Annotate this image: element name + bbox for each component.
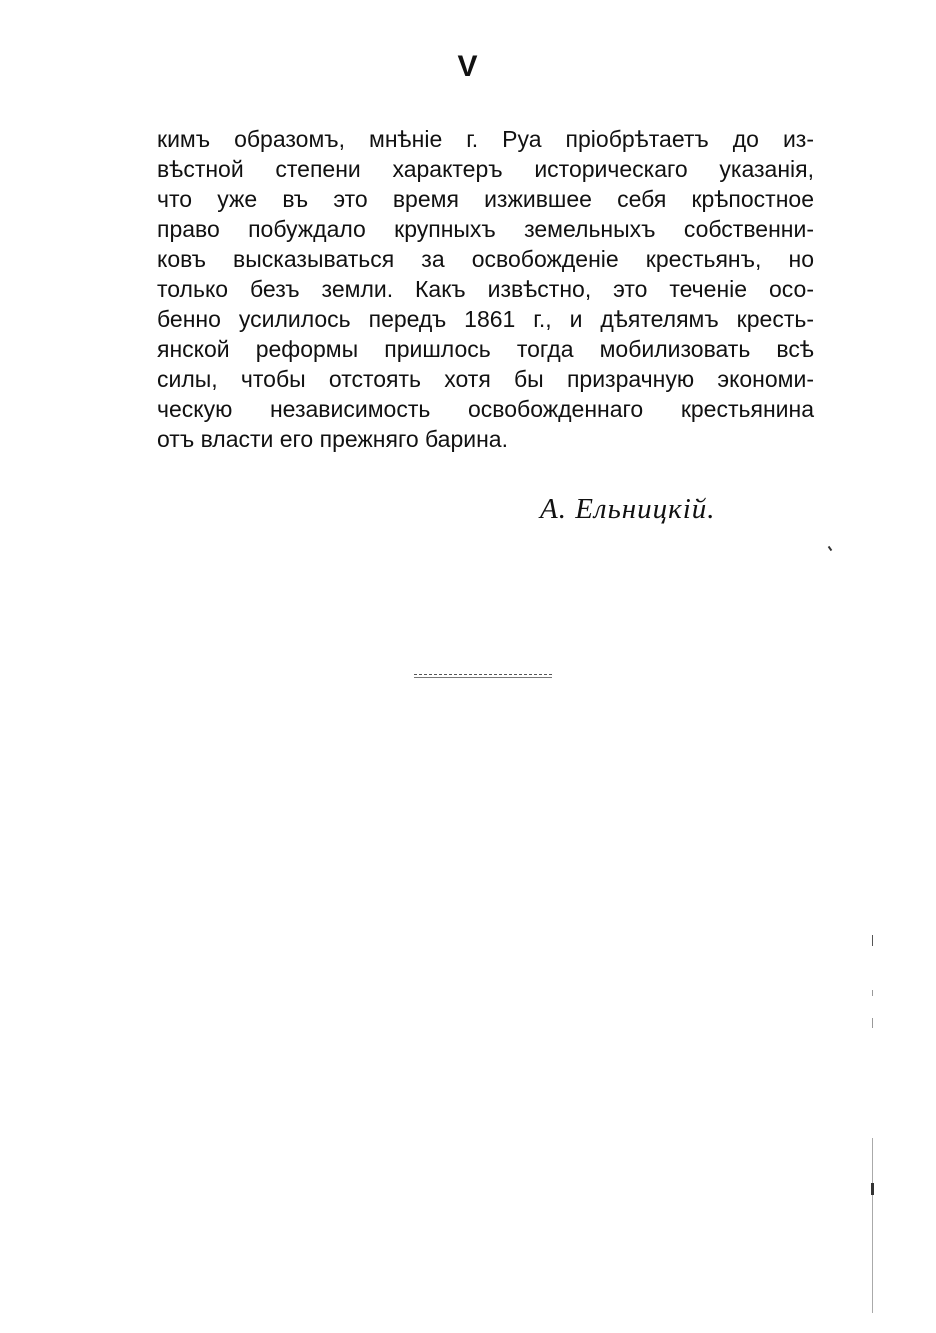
text-line: янской реформы пришлось тогда мобилизовать всѣ: [157, 336, 814, 362]
scan-edge-mark: [872, 935, 873, 946]
text-line: ковъ высказываться за освобожденіе крестьянъ, но: [157, 246, 814, 272]
body-paragraph: [157, 124, 814, 454]
text-line: ческую независимость освобожденнаго крестьянина: [157, 396, 814, 422]
section-divider: [414, 674, 552, 678]
scan-edge-mark: [872, 1138, 873, 1313]
scan-edge-mark: [872, 1018, 873, 1028]
text-line-last: отъ власти его прежняго барина.: [157, 426, 508, 452]
text-line: что уже въ это время изжившее себя крѣпостное: [157, 186, 814, 212]
scan-speck: [828, 546, 833, 551]
text-line: право побуждало крупныхъ земельныхъ собственни-: [157, 216, 814, 242]
text-line: силы, чтобы отстоять хотя бы призрачную экономи-: [157, 366, 814, 392]
text-line: вѣстной степени характеръ историческаго указанія,: [157, 156, 814, 182]
scan-edge-mark: [872, 990, 873, 996]
text-line: бенно усилилось передъ 1861 г., и дѣятелямъ кресть-: [157, 306, 814, 332]
scan-edge-mark: [871, 1183, 874, 1195]
text-line: только безъ земли. Какъ извѣстно, это теченіе осо-: [157, 276, 814, 302]
page-number: V: [457, 50, 479, 83]
author-signature: А. Ельницкій.: [540, 493, 716, 525]
text-line: кимъ образомъ, мнѣніе г. Руа пріобрѣтаетъ до из-: [157, 126, 814, 152]
